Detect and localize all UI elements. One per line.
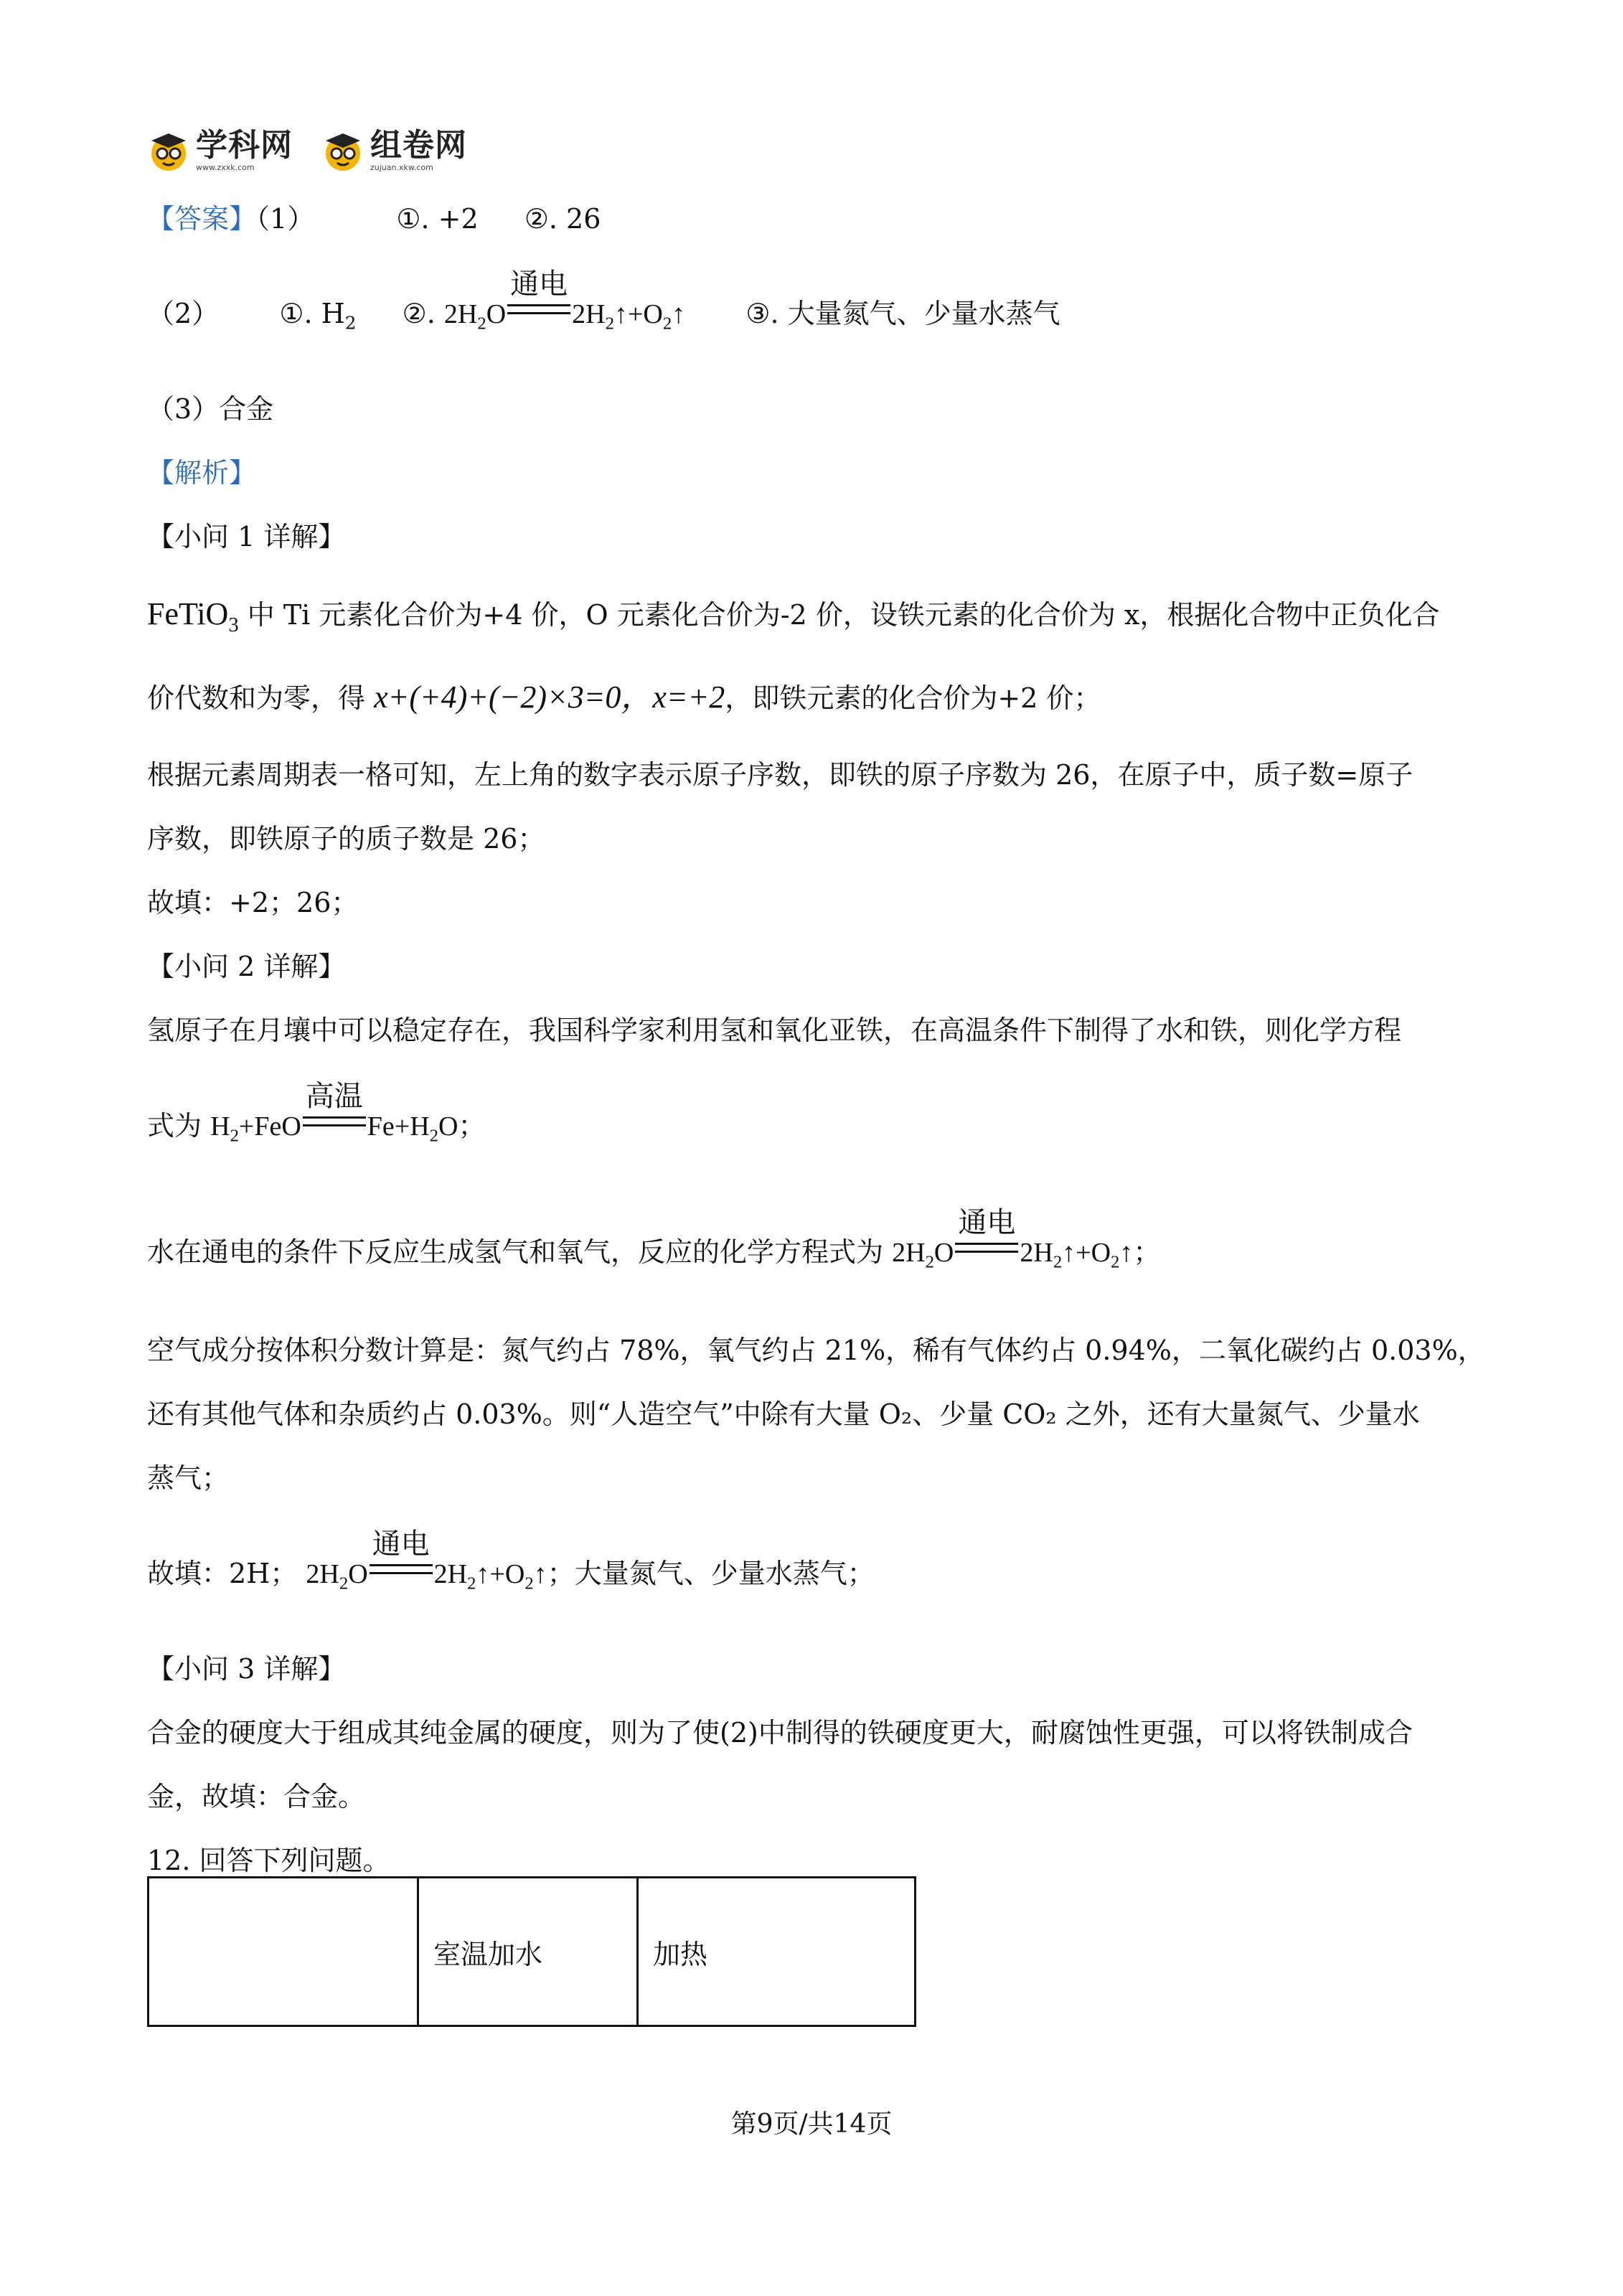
logo-xuekewang[interactable] bbox=[147, 129, 293, 172]
reduction-equation: $H_2+FeO$ 高温 $Fe+H_2O$ bbox=[210, 1080, 458, 1146]
q1-detail-p3: 根据元素周期表一格可知，左上角的数字表示原子序数，即铁的原子序数为 26，在原子中，质子数=原子 bbox=[147, 759, 1413, 791]
answer-tag: 【答案】 bbox=[147, 203, 257, 235]
logo-url: zujuan.xkw.com bbox=[370, 163, 433, 172]
q2-number: （2） bbox=[147, 298, 220, 329]
q2-detail-p6: 蒸气； bbox=[147, 1462, 230, 1494]
question-12: 12. 回答下列问题。 bbox=[147, 1845, 390, 1876]
q1-detail-p5: 故填：+2；26； bbox=[147, 887, 359, 918]
q2-answer-a-mark: ①. bbox=[279, 298, 313, 329]
q3-detail-title: 【小问 3 详解】 bbox=[147, 1653, 346, 1685]
logo-zujuanwang[interactable] bbox=[321, 129, 467, 172]
answer-line-1 bbox=[147, 203, 601, 236]
q3-answer: （3）合金 bbox=[147, 393, 274, 425]
q2-answer-b-mark: ②. bbox=[402, 298, 436, 329]
q2-detail-p3: 水在通电的条件下反应生成氢气和氧气，反应的化学方程式为 $2H_2O$ 通电 $2H_2↑+O_2↑$； bbox=[147, 1206, 1161, 1272]
q2-answer-a: H bbox=[321, 298, 345, 329]
equation-condition: 通电 bbox=[372, 1528, 430, 1561]
logo-face-icon bbox=[147, 129, 190, 172]
header-logos bbox=[147, 122, 467, 179]
electrolysis-equation: $2H_2O$ 通电 $2H_2↑+O_2↑$ bbox=[306, 1528, 547, 1594]
valence-equation: x+(+4)+(−2)×3=0，x=+2 bbox=[374, 679, 725, 715]
page-footer: 第9页/共14页 bbox=[730, 2109, 893, 2139]
logo-face-icon bbox=[321, 129, 364, 172]
equation-condition: 通电 bbox=[510, 268, 568, 301]
q1-detail-p1: FeTiO$_3$ 中 Ti 元素化合价为+4 价，O 元素化合价为-2 价，设铁元素的化合价为 x，根据化合物中正负化合 bbox=[147, 596, 1440, 636]
q1-answer-a: ①. +2 bbox=[396, 203, 479, 235]
q2-answer-a-sub: 2 bbox=[344, 312, 357, 334]
table-cell bbox=[149, 1878, 418, 2026]
answer-line-2 bbox=[147, 268, 1060, 334]
table-cell: 加热 bbox=[638, 1878, 916, 2026]
q1-detail-p2: 价代数和为零，得 x+(+4)+(−2)×3=0，x=+2，即铁元素的化合价为+2 价； bbox=[147, 679, 1101, 715]
electrolysis-equation: $2H_2O$ 通电 $2H_2↑+O_2↑$ bbox=[443, 268, 686, 334]
q2-detail-p2: 式为 $H_2+FeO$ 高温 $Fe+H_2O$； bbox=[147, 1080, 486, 1146]
q1-detail-title: 【小问 1 详解】 bbox=[147, 521, 346, 552]
logo-url: www.zxxk.com bbox=[196, 163, 255, 172]
equation-condition: 通电 bbox=[958, 1206, 1016, 1239]
q2-detail-p1: 氢原子在月壤中可以稳定存在，我国科学家利用氢和氧化亚铁，在高温条件下制得了水和铁，则化学方程 bbox=[147, 1015, 1402, 1046]
table-cell: 室温加水 bbox=[418, 1878, 638, 2026]
equation-condition: 高温 bbox=[305, 1080, 363, 1113]
q3-detail-p2: 金，故填：合金。 bbox=[147, 1781, 366, 1812]
q2-detail-p7: 故填：2H； $2H_2O$ 通电 $2H_2↑+O_2↑$；大量氮气、少量水蒸气； bbox=[147, 1528, 875, 1594]
q1-number: （1） bbox=[256, 203, 315, 235]
logo-name: 学科网 bbox=[196, 127, 293, 164]
q1-answer-b: ②. 26 bbox=[524, 203, 601, 235]
q1-detail-p4: 序数，即铁原子的质子数是 26； bbox=[147, 823, 545, 855]
fetio3-formula: FeTiO$_3$ bbox=[147, 596, 239, 636]
logo-name: 组卷网 bbox=[370, 127, 467, 164]
q2-answer-c: ③. 大量氮气、少量水蒸气 bbox=[745, 298, 1060, 329]
q2-detail-p4: 空气成分按体积分数计算是：氮气约占 78%，氧气约占 21%，稀有气体约占 0.94%，二氧化碳约占 0.03%， bbox=[147, 1335, 1485, 1366]
q2-detail-p5: 还有其他气体和杂质约占 0.03%。则“人造空气”中除有大量 O₂、少量 CO₂ 之外，还有大量氮气、少量水 bbox=[147, 1398, 1420, 1430]
experiment-table bbox=[147, 1876, 916, 2027]
q2-detail-title: 【小问 2 详解】 bbox=[147, 951, 346, 982]
q3-detail-p1: 合金的硬度大于组成其纯金属的硬度，则为了使(2)中制得的铁硬度更大，耐腐蚀性更强，可以将铁制成合 bbox=[147, 1717, 1413, 1749]
table-row bbox=[149, 1878, 916, 2026]
electrolysis-equation: $2H_2O$ 通电 $2H_2↑+O_2↑$ bbox=[892, 1206, 1134, 1272]
analysis-tag: 【解析】 bbox=[147, 457, 257, 489]
